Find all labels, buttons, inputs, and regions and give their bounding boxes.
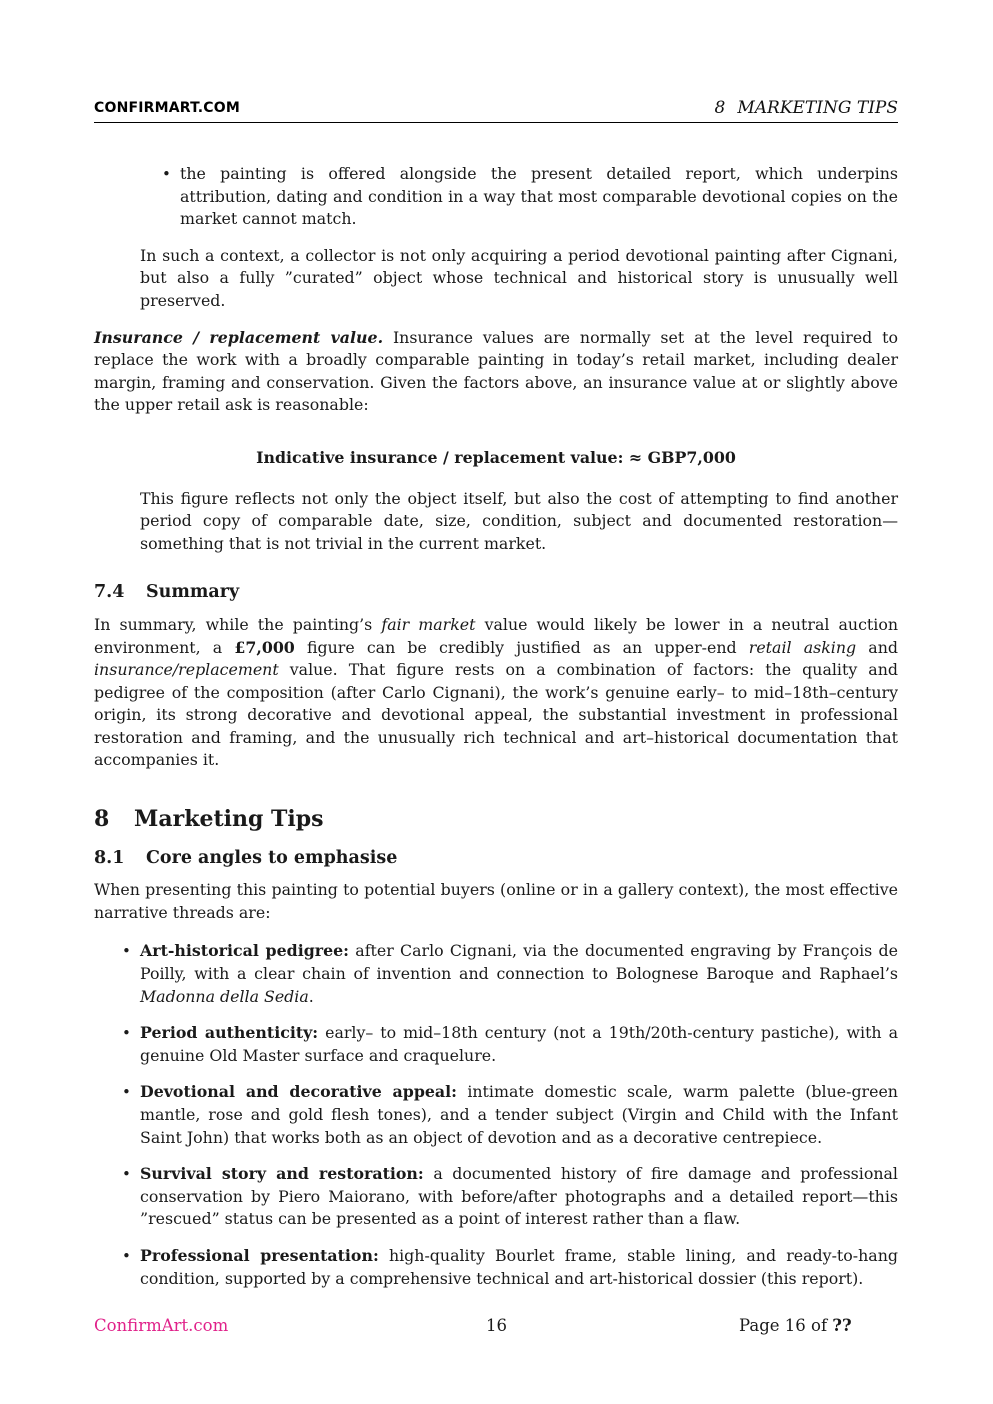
running-section-number: 8 [714, 98, 726, 118]
footer-site-link[interactable]: ConfirmArt.com [94, 1316, 229, 1335]
item-label: Period authenticity: [140, 1023, 319, 1043]
item-italic: Madonna della Sedia [140, 986, 309, 1006]
subsection-title: Core angles to emphasise [146, 847, 398, 868]
summary-text: In summary, while the painting’s [94, 614, 382, 634]
marketing-intro: When presenting this painting to potential buyers (online or in a gallery context), the most effective narrative threads are: [94, 880, 898, 922]
top-bullet-list [94, 163, 898, 231]
item-text: intimate domestic scale, warm palette (blue-green mantle, rose and gold flesh tones), and a tender subject (Virgin and Child with the Infant Saint John) that works both as an object of devotion and as a decorative centrepiece. [140, 1082, 898, 1147]
section-heading-summary [94, 581, 898, 604]
marketing-bullet-list [94, 940, 898, 1290]
list-item [140, 1163, 898, 1231]
section-number: 7.4 [94, 582, 125, 603]
insurance-after-paragraph: This figure reflects not only the object itself, but also the cost of attempting to find another period copy of comparable date, size, condition, subject and documented restoration—something that is not trivial in the current market. [140, 488, 898, 553]
section-heading-marketing [94, 808, 898, 831]
page-body [94, 163, 898, 1290]
insurance-text: Insurance values are normally set at the level required to replace the work with a broadly comparable painting in today’s retail market, including dealer margin, framing and conservation. Given the factors above, an insurance value at or slightly above the upper retail ask is reasonable: [94, 327, 898, 415]
summary-text: and [856, 637, 898, 657]
item-label: Art-historical pedigree: [140, 941, 350, 961]
summary-paragraph [94, 614, 898, 772]
list-item: • the painting is offered alongside the present detailed report, which underpins attribution, dating and condition in a way that most comparable devotional copies on the market cannot match. [180, 163, 898, 231]
section-title: Marketing Tips [134, 806, 324, 833]
summary-text: value would likely be lower in a neutral auction environment, a [94, 614, 899, 657]
list-item [140, 1081, 898, 1149]
item-label: Survival story and restoration: [140, 1164, 424, 1184]
insurance-formula: Indicative insurance / replacement value: ≈ GBP7,000 [256, 447, 736, 467]
summary-text: figure can be credibly justified as an upper-end [294, 637, 749, 657]
list-item [140, 1022, 898, 1067]
item-text: high-quality Bourlet frame, stable lining, and ready-to-hang condition, supported by a comprehensive technical and art-historical dossier (this report). [140, 1245, 898, 1288]
summary-amount: £7,000 [234, 637, 295, 657]
insurance-label: Insurance / replacement value. [94, 327, 384, 347]
subsection-number: 8.1 [94, 847, 125, 868]
footer-page-label: Page 16 of [739, 1316, 833, 1335]
item-tail: . [308, 986, 314, 1006]
summary-emphasis: fair market [381, 614, 476, 634]
section-number: 8 [94, 806, 110, 833]
summary-emphasis: retail asking [748, 637, 857, 657]
running-section-name: MARKETING TIPS [737, 98, 898, 118]
subsection-heading-core-angles [94, 847, 898, 870]
page-header [94, 98, 898, 123]
summary-emphasis: insurance/replacement [94, 660, 279, 680]
list-item [140, 1245, 898, 1290]
item-label: Devotional and decorative appeal: [140, 1082, 457, 1102]
list-item [140, 940, 898, 1008]
footer-page-total: ?? [832, 1316, 852, 1335]
footer-page-count [739, 1316, 852, 1335]
item-text: early– to mid–18th century (not a 19th/20th-century pastiche), with a genuine Old Master surface and craquelure. [140, 1023, 898, 1065]
footer-page-number: 16 [486, 1316, 507, 1335]
confirmart-logo: CONFIRMART.COM [94, 100, 241, 116]
item-label: Professional presentation: [140, 1245, 379, 1265]
section-title: Summary [146, 582, 240, 603]
context-paragraph: In such a context, a collector is not only acquiring a period devotional painting after Cignani, but also a fully ”curated” object whose technical and historical story is unusually well preserved. [140, 245, 898, 310]
insurance-paragraph [94, 327, 898, 417]
summary-text: value. That figure rests on a combination of factors: the quality and pedigree of the composition (after Carlo Cignani), the work’s genuine early– to mid–18th–century origin, its strong decorative and devotional appeal, the substantial investment in professional restoration and framing, and the unusually rich technical and art–historical documentation that accompanies it. [94, 660, 898, 770]
running-section-title [715, 98, 898, 118]
item-text: after Carlo Cignani, via the documented engraving by François de Poilly, with a clear chain of invention and connection to Bolognese Baroque and Raphael’s [140, 941, 898, 984]
item-text: a documented history of fire damage and professional conservation by Piero Maiorano, with before/after photographs and a detailed report—this ”rescued” status can be presented as a point of interest rather than a flaw. [140, 1164, 898, 1229]
